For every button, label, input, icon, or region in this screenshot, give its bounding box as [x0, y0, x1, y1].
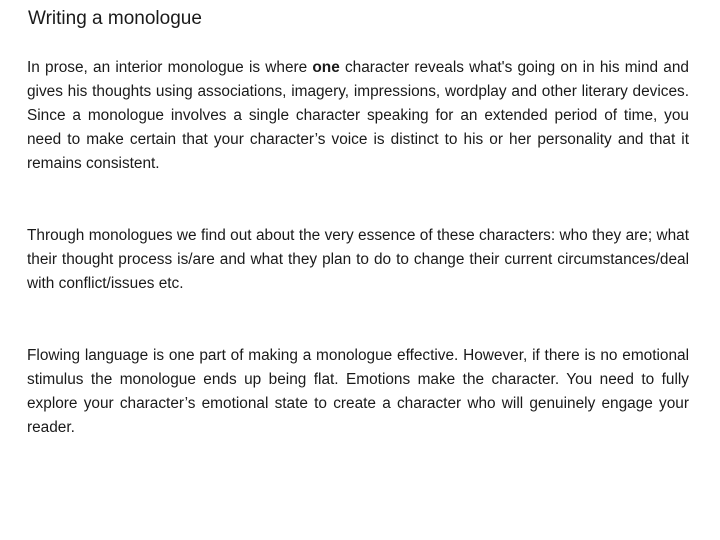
- paragraph-text: In prose, an interior monologue is where: [27, 59, 313, 76]
- paragraph-interior-monologue: [27, 56, 689, 176]
- paragraph-through-monologues: Through monologues we find out about the very essence of these characters: who they are; what their thought process is/are and what they plan to do to change their current circumstances/deal with conflict/issues etc.: [27, 227, 689, 292]
- paragraph-text: character reveals what's going on in his mind and gives his thoughts using associations, imagery, impressions, wordplay and other literary devices. Since a monologue involves a single character speaking for an extended period of time, you need to make certain that your character’s voice is distinct to his or her personality and that it remains consistent.: [27, 59, 689, 172]
- slide-title: Writing a monologue: [28, 8, 202, 29]
- paragraph-flowing-language: Flowing language is one part of making a monologue effective. However, if there is no emotional stimulus the monologue ends up being flat. Emotions make the character. You need to fully explore your character’s emotional state to create a character who will genuinely engage your reader.: [27, 347, 689, 436]
- emphasized-word: one: [312, 59, 340, 76]
